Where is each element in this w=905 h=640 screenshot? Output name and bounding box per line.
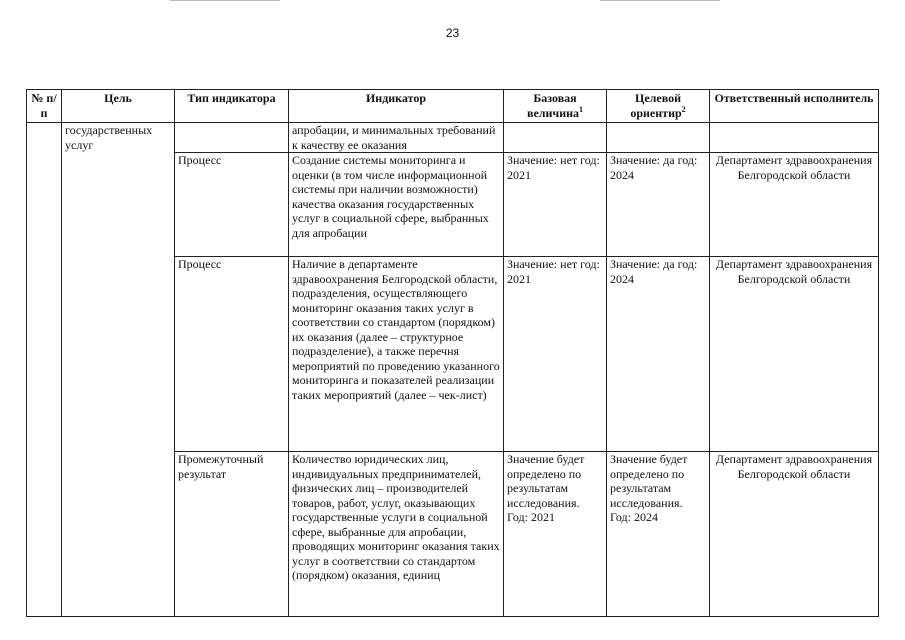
footnote-mark-2: 2 — [681, 105, 686, 114]
cell-responsible — [710, 123, 879, 153]
cell-type: Процесс — [175, 153, 289, 257]
cell-type — [175, 123, 289, 153]
cell-base: Значение: нет год: 2021 — [504, 153, 607, 257]
header-number: № п/п — [27, 90, 62, 123]
page-number: 23 — [445, 26, 460, 40]
header-indicator: Индикатор — [289, 90, 504, 123]
indicators-table — [26, 89, 879, 617]
header-indicator-type: Тип индикатора — [175, 90, 289, 123]
cell-type: Процесс — [175, 257, 289, 452]
cell-target: Значение: да год: 2024 — [607, 257, 710, 452]
top-edge-mark — [600, 0, 720, 1]
header-base-value — [504, 90, 607, 123]
cell-base: Значение: нет год: 2021 — [504, 257, 607, 452]
cell-goal: государственных услуг — [62, 123, 175, 617]
cell-number — [27, 123, 62, 617]
cell-base — [504, 123, 607, 153]
cell-base: Значение будет определено по результатам исследования. Год: 2021 — [504, 452, 607, 617]
cell-indicator: Наличие в департаменте здравоохранения Белгородской области, подразделения, осуществляющего мониторинг оказания таких услуг в соответствии со стандартом (порядком) их оказания (далее – структурное подразделение), а также перечня мероприятий по проведению указанного мониторинга и показателей реализации таких мероприятий (далее – чек-лист) — [289, 257, 504, 452]
cell-target: Значение будет определено по результатам исследования. Год: 2024 — [607, 452, 710, 617]
footnote-mark-1: 1 — [579, 105, 584, 114]
cell-indicator: Количество юридических лиц, индивидуальных предпринимателей, физических лиц – производителей товаров, работ, услуг, оказывающих государственные услуги в социальной сфере, выбранные для апробации, проводящих мониторинг оказания таких услуг в соответствии со стандартом (порядком) оказания, единиц — [289, 452, 504, 617]
header-target — [607, 90, 710, 123]
top-edge-mark — [170, 0, 280, 1]
header-base-value-text: Базовая величина — [526, 91, 580, 120]
table-header-row — [27, 90, 879, 123]
cell-responsible: Департамент здравоохранения Белгородской области — [710, 257, 879, 452]
cell-type: Промежуточный результат — [175, 452, 289, 617]
header-responsible: Ответственный исполнитель — [710, 90, 879, 123]
header-goal: Цель — [62, 90, 175, 123]
cell-responsible: Департамент здравоохранения Белгородской области — [710, 452, 879, 617]
cell-indicator: апробации, и минимальных требований к качеству ее оказания — [289, 123, 504, 153]
cell-target: Значение: да год: 2024 — [607, 153, 710, 257]
cell-responsible: Департамент здравоохранения Белгородской области — [710, 153, 879, 257]
cell-target — [607, 123, 710, 153]
cell-indicator: Создание системы мониторинга и оценки (в том числе информационной системы при наличии возможности) качества оказания государственных услуг в социальной сфере, выбранных для апробации — [289, 153, 504, 257]
table-row — [27, 123, 879, 153]
header-target-text: Целевой ориентир — [630, 91, 682, 120]
